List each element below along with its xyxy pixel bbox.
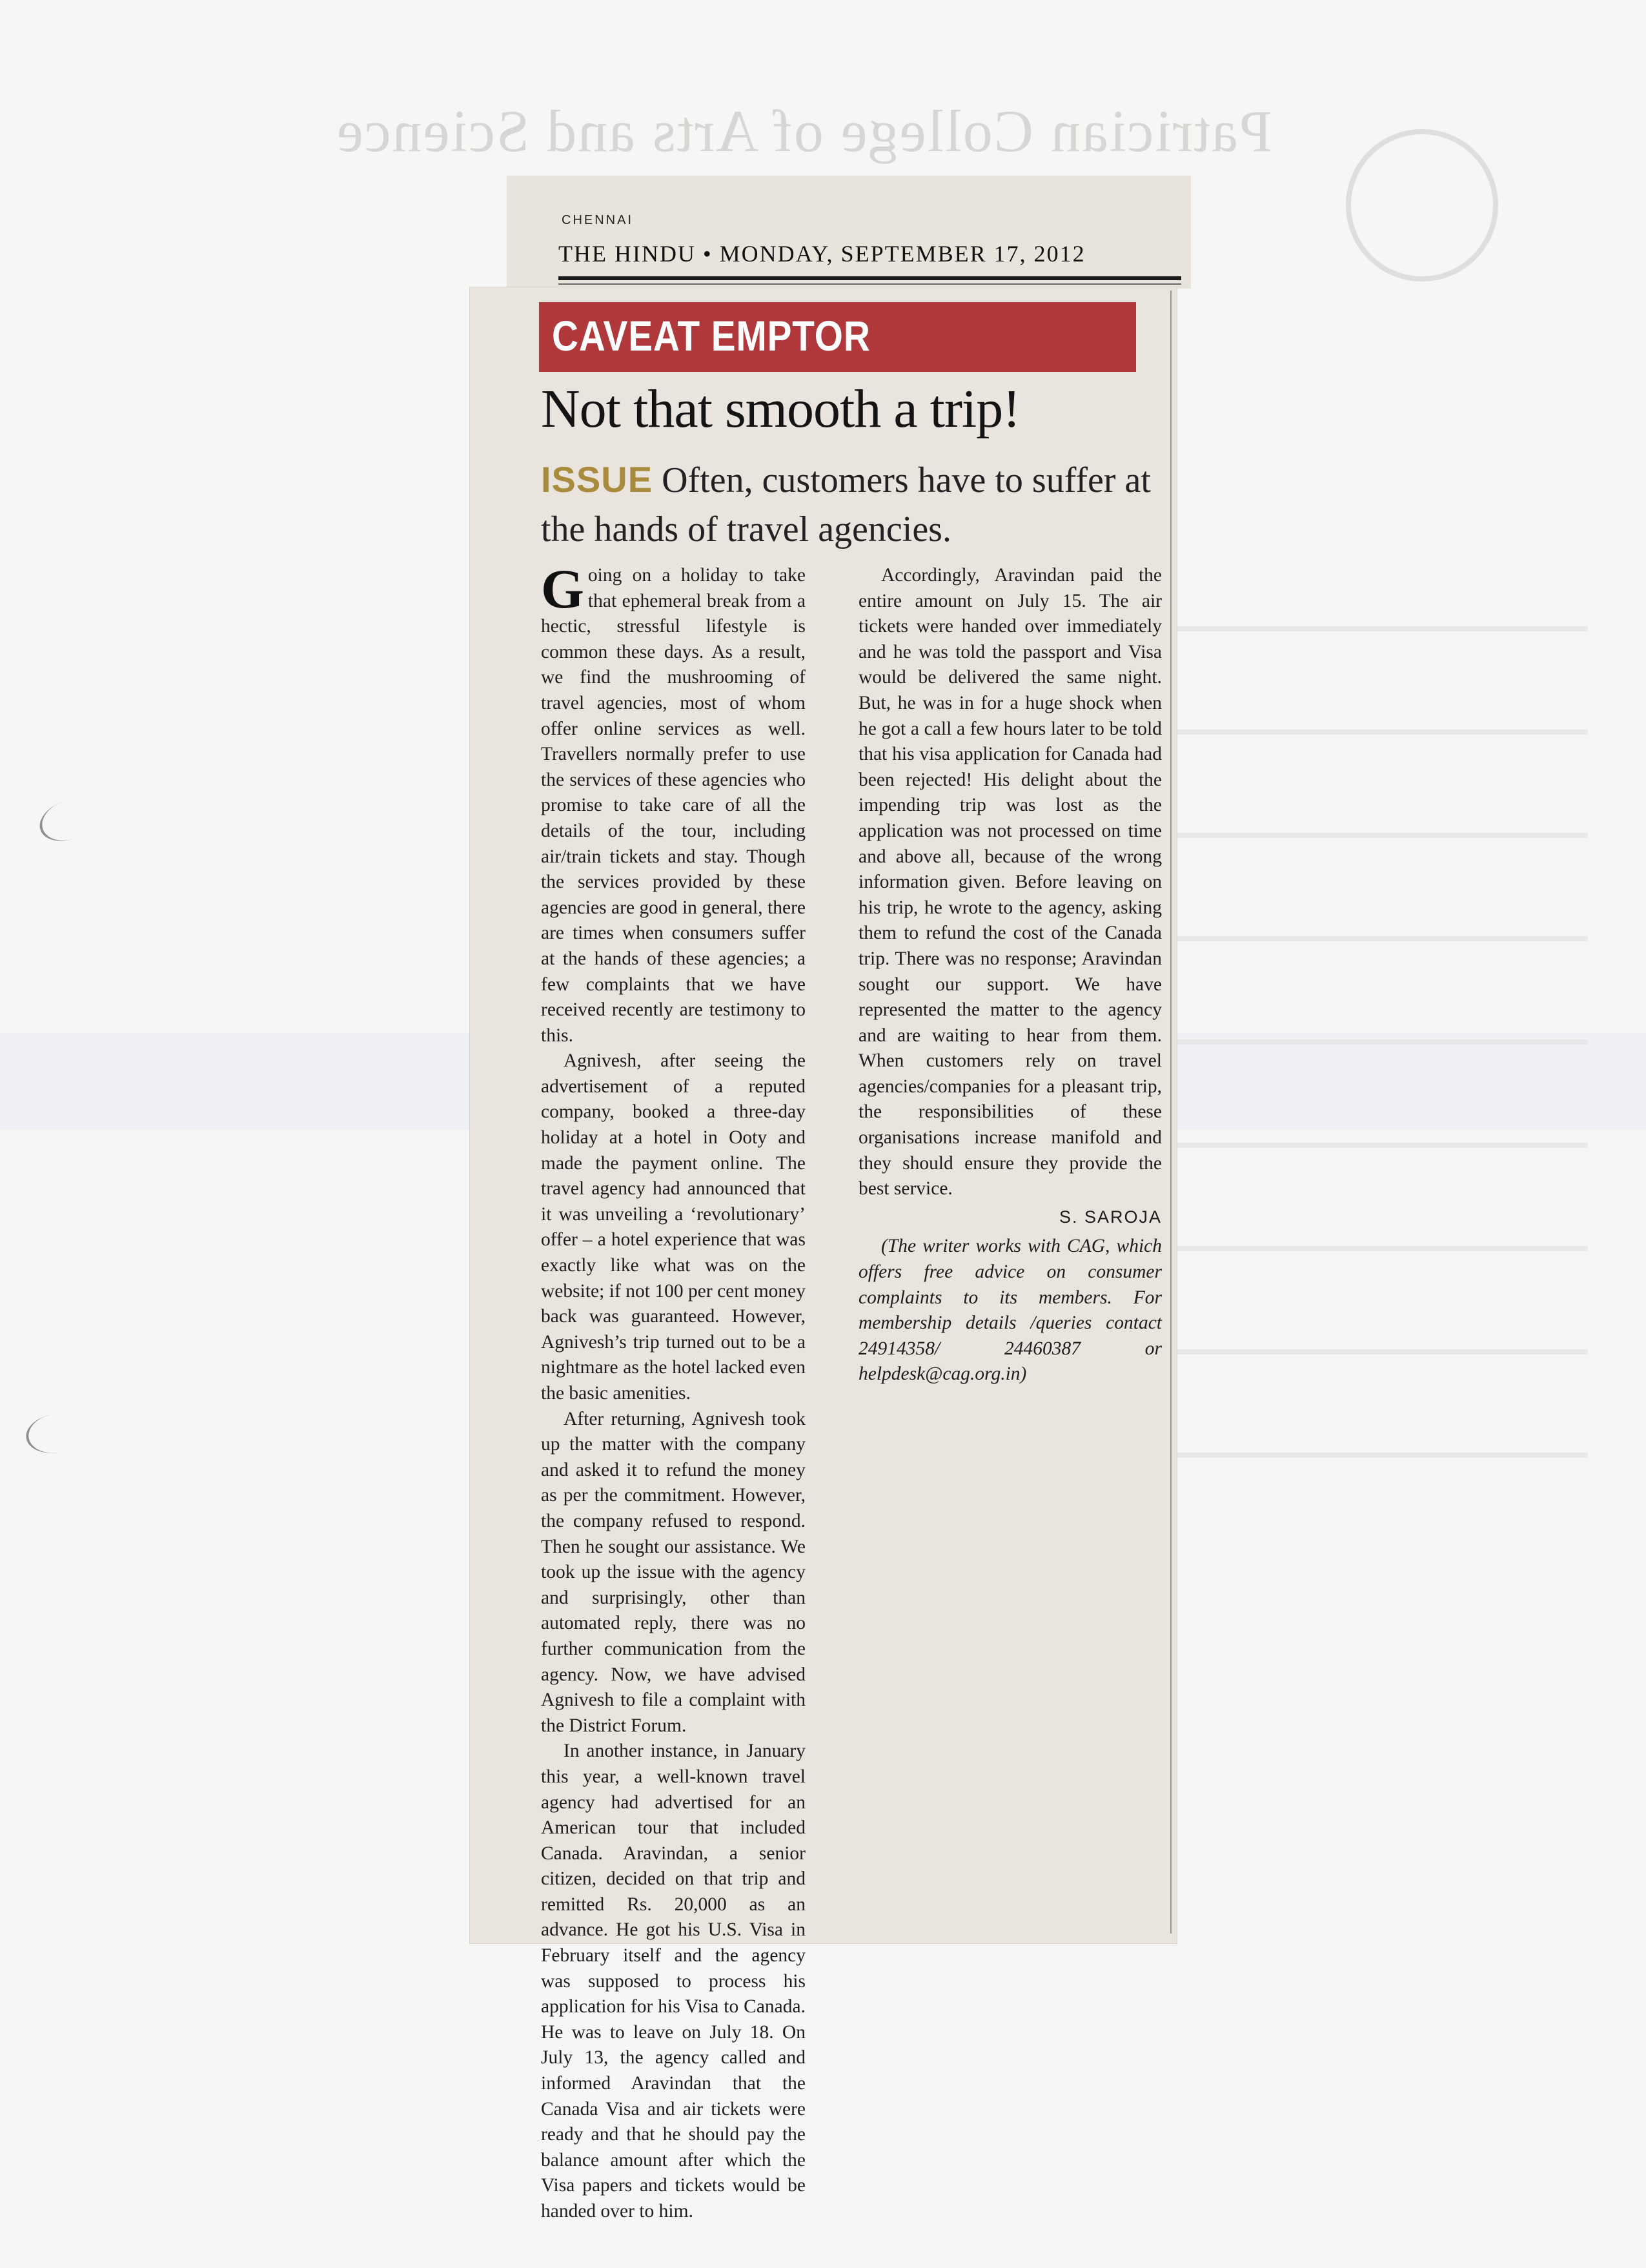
punch-hole-mark-icon: [34, 792, 105, 849]
article-column-2: [859, 563, 1162, 1387]
kicker-banner: [539, 302, 1136, 372]
deck-text: Often, customers have to suffer at the hands of travel agencies.: [541, 460, 1151, 549]
bleed-through-title: Patrician College of Arts and Science: [336, 98, 1273, 164]
article-paragraph: Accordingly, Aravindan paid the entire amount on July 15. The air tickets were handed over immediately and he was told the passport and Visa would be delivered the same night. But, he was in for a huge shock when he got a call a few hours later to be told that his visa application for Canada had been rejected! His delight about the impending trip was lost as the application was not processed on time and above all, because of the wrong information given. Before leaving on his trip, he wrote to the agency, asking them to refund the cost of the Canada trip. There was no response; Aravindan sought our support. We have represented the matter to the agency and are waiting to hear from them. When customers rely on travel agencies/companies for a pleasant trip, the responsibilities of these organisations increase manifold and they should ensure they provide the best service.: [859, 565, 1162, 1200]
paragraph-text: oing on a holiday to take that ephemeral break from a hectic, stressful lifestyle is common these days. As a result, we find the mushrooming of travel agencies, most of whom offer online services as well. Travellers normally prefer to use the services of these agencies who promise to take care of all the details of the tour, including air/train tickets and stay. Though the services provided by these agencies are good in general, there are times when consumers suffer at the hands of these agencies; a few complaints that we have received recently are testimony to this.: [541, 565, 806, 1046]
article-column-1: [541, 558, 806, 2225]
headline: Not that smooth a trip!: [541, 379, 1021, 439]
article-paragraph: Agnivesh, after seeing the advertisement of a reputed company, booked a three-day holiday at a hotel in Ooty and made the payment online. The travel agency had announced that it was unveiling a ‘revolutionary’ offer – a hotel experience that was exactly like what was on the website; if not 100 per cent money back was guaranteed. However, Agnivesh’s trip turned out to be a nightmare as the hotel lacked even the basic amenities.: [541, 1050, 806, 1404]
deck: [541, 455, 1161, 554]
punch-hole-mark-icon: [23, 1409, 90, 1457]
masthead-rule: [558, 276, 1181, 280]
drop-cap: G: [541, 558, 584, 620]
bleed-through-text-lines: [1175, 581, 1588, 1485]
deck-label: ISSUE: [541, 459, 653, 500]
column-edge-rule: [1170, 291, 1172, 1934]
byline: S. SAROJA: [1059, 1207, 1162, 1227]
bleed-through-seal-icon: [1346, 129, 1498, 281]
edition-label: CHENNAI: [562, 213, 634, 227]
clipping-header-strip: [507, 176, 1191, 289]
article-paragraph: In another instance, in January this year, a well-known travel agency had advertised for an American tour that included Canada. Aravindan, a senior citizen, decided on that trip and remitted Rs. 20,000 as an advance. He got his U.S. Visa in February itself and the agency was supposed to process his application for his Visa to Canada. He was to leave on July 18. On July 13, the agency called and informed Aravindan that the Canada Visa and air tickets were ready and that he should pay the balance amount after which the Visa papers and tickets would be handed over to him.: [541, 1741, 806, 2222]
masthead: THE HINDU • MONDAY, SEPTEMBER 17, 2012: [558, 241, 1086, 267]
author-note: (The writer works with CAG, which offers free advice on consumer complaints to its members. For membership details /queries contact 24914358/ 24460387 or helpdesk@cag.org.in): [859, 1236, 1162, 1385]
masthead-rule-thin: [558, 283, 1181, 285]
article-paragraph: [541, 558, 806, 1048]
kicker-text: CAVEAT EMPTOR: [552, 312, 871, 360]
article-paragraph: After returning, Agnivesh took up the matter with the company and asked it to refund the money as per the commitment. However, the company refused to respond. Then he sought our assistance. We took up the issue with the agency and surprisingly, other than automated reply, there was no further communication from the agency. Now, we have advised Agnivesh to file a complaint with the District Forum.: [541, 1408, 806, 1736]
